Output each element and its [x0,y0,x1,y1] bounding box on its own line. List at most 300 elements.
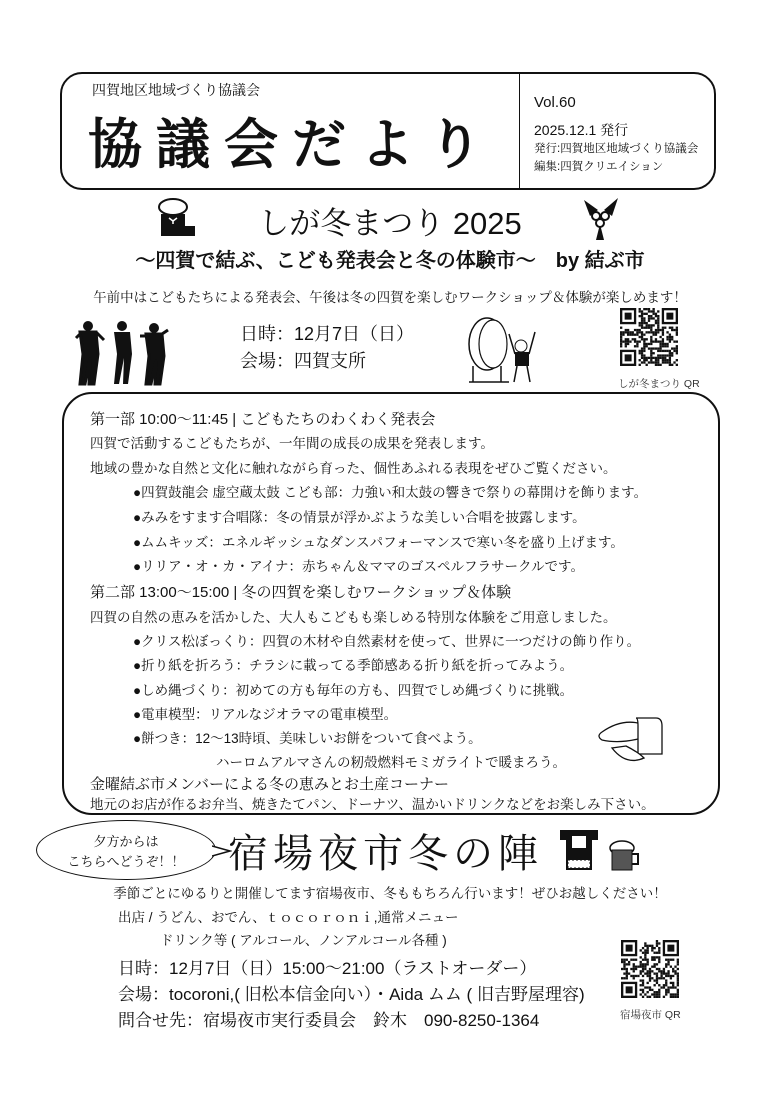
qr-module [620,336,622,338]
part1-item: ●リリア・オ・カ・アイナ：赤ちゃん＆ママのゴスペルフラサークルです。 [133,559,584,574]
qr-module [640,984,642,986]
qr-module [648,324,650,326]
qr-module [641,361,643,363]
qr-module [641,324,643,326]
qr-module [650,317,652,319]
qr-module [639,350,641,352]
qr-module [642,996,644,998]
qr-module [634,338,636,340]
qr-module [663,986,665,988]
qr-module [629,331,631,333]
qr-module [652,308,654,310]
qr-module [657,329,659,331]
event-date: 日時：12月7日（日） [240,324,415,344]
qr-module [658,959,660,961]
qr-module [657,324,659,326]
qr-module [641,350,643,352]
qr-module [650,352,652,354]
qr-module [652,310,654,312]
qr-module [650,359,652,361]
qr-module [665,966,667,968]
qr-module [642,979,644,981]
qr-module [655,359,657,361]
qr-module [664,357,666,359]
qr-module [674,986,676,988]
qr-module [646,322,648,324]
qr-module [669,334,671,336]
market-heading: 金曜結ぶ市メンバーによる冬の恵みとお土産コーナー [90,776,449,793]
qr-module [644,959,646,961]
night-date: 日時：12月7日（日）15:00～21:00（ラストオーダー） [118,959,537,978]
qr-module [649,975,651,977]
qr-module [655,331,657,333]
qr-module [676,334,678,336]
qr-module [674,993,676,995]
qr-module [667,972,669,974]
qr-module [671,338,673,340]
qr-module [642,968,644,970]
qr-module [643,357,645,359]
qr-module [642,966,644,968]
org-name: 四賀地区地域づくり協議会 [92,82,260,98]
qr-module [640,949,642,951]
qr-module [659,340,661,342]
night-drinks: ドリンク等 ( アルコール、ノンアルコール各種 ) [160,933,447,948]
qr-module [651,970,653,972]
qr-module [677,996,679,998]
qr-module [666,361,668,363]
qr-module [657,322,659,324]
qr-module [659,345,661,347]
qr-module [634,334,636,336]
qr-module [628,963,630,965]
qr-module [644,993,646,995]
qr-module [671,352,673,354]
qr-module [626,977,628,979]
qr-module [643,317,645,319]
qr-module [676,329,678,331]
qr-module [660,972,662,974]
qr-module [639,352,641,354]
qr-module [635,968,637,970]
qr-module [625,329,627,331]
qr-module [646,359,648,361]
qr-module [659,354,661,356]
qr-module [655,334,657,336]
volume: Vol.60 [534,94,576,111]
qr-module [636,340,638,342]
qr-module [653,979,655,981]
qr-module [672,984,674,986]
qr-module [647,972,649,974]
qr-module [677,959,679,961]
qr-module [643,354,645,356]
qr-module [651,993,653,995]
qr-module [669,361,671,363]
qr-module [651,945,653,947]
qr-module [670,959,672,961]
qr-module [666,354,668,356]
qr-module [652,352,654,354]
qr-module [639,310,641,312]
qr-module [672,993,674,995]
qr-module [649,979,651,981]
qr-module [648,327,650,329]
qr-module [636,331,638,333]
qr-module [659,329,661,331]
qr-module [633,977,635,979]
masthead [60,72,716,190]
qr-module [658,989,660,991]
qr-module [663,970,665,972]
qr-module [676,345,678,347]
speech-bubble [36,820,216,880]
qr-module [642,991,644,993]
dancers-silhouette-image [72,318,170,388]
qr-module [674,996,676,998]
qr-module [627,340,629,342]
qr-module [656,972,658,974]
qr-module [641,357,643,359]
part1-item: ●みみをすます合唱隊：冬の情景が浮かぶような美しい合唱を披露します。 [133,510,586,525]
qr-module [670,977,672,979]
qr-module [658,949,660,951]
qr-module [651,947,653,949]
qr-module [627,331,629,333]
qr-module [651,949,653,951]
qr-module [630,975,632,977]
qr-module [641,334,643,336]
qr-module [656,956,658,958]
qr-module [643,359,645,361]
qr-module [641,317,643,319]
qr-module [626,959,628,961]
qr-module [658,961,660,963]
qr-module [676,359,678,361]
qr-module [644,956,646,958]
publisher: 発行:四賀地区地域づくり協議会 [534,143,699,155]
qr-module [641,313,643,315]
qr-module [640,993,642,995]
qr-module [642,982,644,984]
qr-module [642,947,644,949]
qr-module [653,972,655,974]
qr-module [670,982,672,984]
qr-module [657,340,659,342]
qr-module [646,338,648,340]
qr-module [647,945,649,947]
qr-module [651,956,653,958]
market-line: 地元のお店が作るお弁当、焼きたてパン、ドーナツ、温かいドリンクなどをお楽しみ下さい。 [90,797,655,812]
qr-module [644,942,646,944]
newsletter-title: 協議会だより [88,115,496,175]
qr-module [667,959,669,961]
qr-module [642,970,644,972]
qr-module [633,963,635,965]
qr-module [643,340,645,342]
qr-module [640,961,642,963]
qr-module [663,977,665,979]
qr-module [673,340,675,342]
qr-module [640,966,642,968]
qr-module [677,961,679,963]
qr-module [674,970,676,972]
qr-module [647,991,649,993]
qr-module [651,959,653,961]
qr-module [658,947,660,949]
qr-module [650,324,652,326]
qr-module [659,350,661,352]
qr-module [677,963,679,965]
qr-module [667,991,669,993]
qr-module [642,959,644,961]
qr-module [656,952,658,954]
bubble-line: 夕方からは [93,834,159,849]
qr-module [632,334,634,336]
qr-module [662,334,664,336]
qr-module [647,949,649,951]
qr-finder [666,313,673,320]
qr-module [656,991,658,993]
qr-module [644,963,646,965]
qr-module [630,959,632,961]
qr-module [625,340,627,342]
qr-module [659,336,661,338]
qr-module [660,975,662,977]
qr-module [659,357,661,359]
qr-module [669,364,671,366]
qr-module [648,361,650,363]
qr-finder [626,986,633,993]
night-market-title: 宿場夜市冬の陣 [228,831,543,877]
part2-item: ●餅つき：12～13時頃、美味しいお餅をついて食べよう。 [133,731,482,746]
qr-module [658,942,660,944]
qr-module [660,970,662,972]
qr-module [658,956,660,958]
qr-module [641,336,643,338]
qr-module [669,354,671,356]
qr-module [672,959,674,961]
qr-module [646,327,648,329]
qr-module [656,982,658,984]
qr-module [657,320,659,322]
qr-module [649,996,651,998]
qr-module [633,975,635,977]
qr-module [664,350,666,352]
qr-module [623,972,625,974]
qr-module [636,343,638,345]
qr-module [640,979,642,981]
qr-module [650,327,652,329]
qr-module [646,345,648,347]
qr-module [659,364,661,366]
qr-module [639,329,641,331]
qr-module [630,968,632,970]
qr-module [665,963,667,965]
qr-module [655,315,657,317]
qr-module [657,364,659,366]
qr-module [672,975,674,977]
qr-module [652,324,654,326]
qr-module [632,331,634,333]
qr-module [655,340,657,342]
qr-module [656,963,658,965]
qr-module [649,977,651,979]
qr-module [637,975,639,977]
qr-module [676,340,678,342]
qr-module [666,338,668,340]
qr-module [649,989,651,991]
qr-module [648,320,650,322]
qr-module [657,354,659,356]
part2-note: ハーロムアルマさんの籾殻燃料モミガライトで暖まろう。 [216,755,567,770]
qr-module [657,347,659,349]
qr-module [639,340,641,342]
qr-module [626,972,628,974]
issue-date: 2025.12.1 発行 [534,122,629,138]
qr-module [644,949,646,951]
qr-module [672,996,674,998]
qr-module [656,942,658,944]
qr-module [628,961,630,963]
qr-module [623,977,625,979]
qr-finder [625,313,632,320]
qr-module [650,331,652,333]
part1-line: 四賀で活動するこどもたちが、一年間の成長の成果を発表します。 [90,436,494,451]
qr-module [667,989,669,991]
qr-module [633,966,635,968]
qr-module [662,331,664,333]
qr-module [657,359,659,361]
qr-module [655,338,657,340]
qr-module [655,357,657,359]
qr-module [656,940,658,942]
qr-module [650,338,652,340]
qr-module [657,361,659,363]
qr-module [652,334,654,336]
qr-module [622,340,624,342]
qr-module [643,343,645,345]
qr-module [669,327,671,329]
qr-module [656,968,658,970]
qr-module [669,336,671,338]
qr-module [653,966,655,968]
masthead-divider [519,74,520,188]
event-title: しが冬まつり 2025 [258,206,522,241]
qr-module [659,347,661,349]
qr-module [677,984,679,986]
qr-module [662,338,664,340]
qr-module [655,347,657,349]
qr-module [641,331,643,333]
qr-module [634,345,636,347]
qr-module [648,357,650,359]
qr-module [647,961,649,963]
qr-module [650,361,652,363]
qr-module [622,331,624,333]
qr-module [658,996,660,998]
qr-module [652,313,654,315]
qr-module [639,324,641,326]
qr-module [653,956,655,958]
qr-module [658,970,660,972]
qr-module [643,334,645,336]
qr-module [644,952,646,954]
qr-module [658,993,660,995]
qr-module [620,331,622,333]
qr-module [646,308,648,310]
qr-module [620,327,622,329]
qr-module [643,320,645,322]
qr-module [663,984,665,986]
qr-module [674,972,676,974]
qr-module [643,313,645,315]
qr-module [644,986,646,988]
qr-module [662,345,664,347]
qr-module [676,350,678,352]
qr-module [646,343,648,345]
qr-module [655,329,657,331]
qr-module [662,327,664,329]
qr-module [650,347,652,349]
part2-item: ●電車模型：リアルなジオラマの電車模型。 [133,707,398,722]
qr-module [648,310,650,312]
qr-module [651,966,653,968]
qr-module [652,357,654,359]
qr-module [641,310,643,312]
qr-module [644,954,646,956]
qr-module [657,350,659,352]
holly-icon [580,196,622,242]
qr-module [643,350,645,352]
qr-module [655,322,657,324]
qr-module [672,982,674,984]
qr-module [650,350,652,352]
qr-module [671,329,673,331]
qr-module [676,347,678,349]
qr-module [647,952,649,954]
qr-module [623,963,625,965]
qr-module [633,968,635,970]
qr-module [677,975,679,977]
qr-module [663,972,665,974]
qr-module [667,961,669,963]
qr-module [623,959,625,961]
part1-item: ●ムムキッズ：エネルギッシュなダンスパフォーマンスで寒い冬を盛り上げます。 [133,535,624,550]
qr-module [670,996,672,998]
qr-module [640,972,642,974]
shiga-fuyu-matsuri-qr-code[interactable] [620,308,678,366]
qr-module [647,986,649,988]
qr-module [653,947,655,949]
qr-module [665,975,667,977]
night-market-qr-code[interactable] [621,940,679,998]
qr-module [658,984,660,986]
qr-module [662,329,664,331]
night-intro: 季節ごとにゆるりと開催してます宿場夜市、冬ももちろん行います！ぜひお越しください！ [113,886,667,901]
qr-finder [625,354,632,361]
qr-module [664,354,666,356]
qr-module [649,972,651,974]
qr-module [662,354,664,356]
qr-module [669,359,671,361]
qr-module [625,331,627,333]
qr-module [652,331,654,333]
qr-module [629,334,631,336]
qr-module [667,970,669,972]
qr-module [626,970,628,972]
qr-module [647,959,649,961]
